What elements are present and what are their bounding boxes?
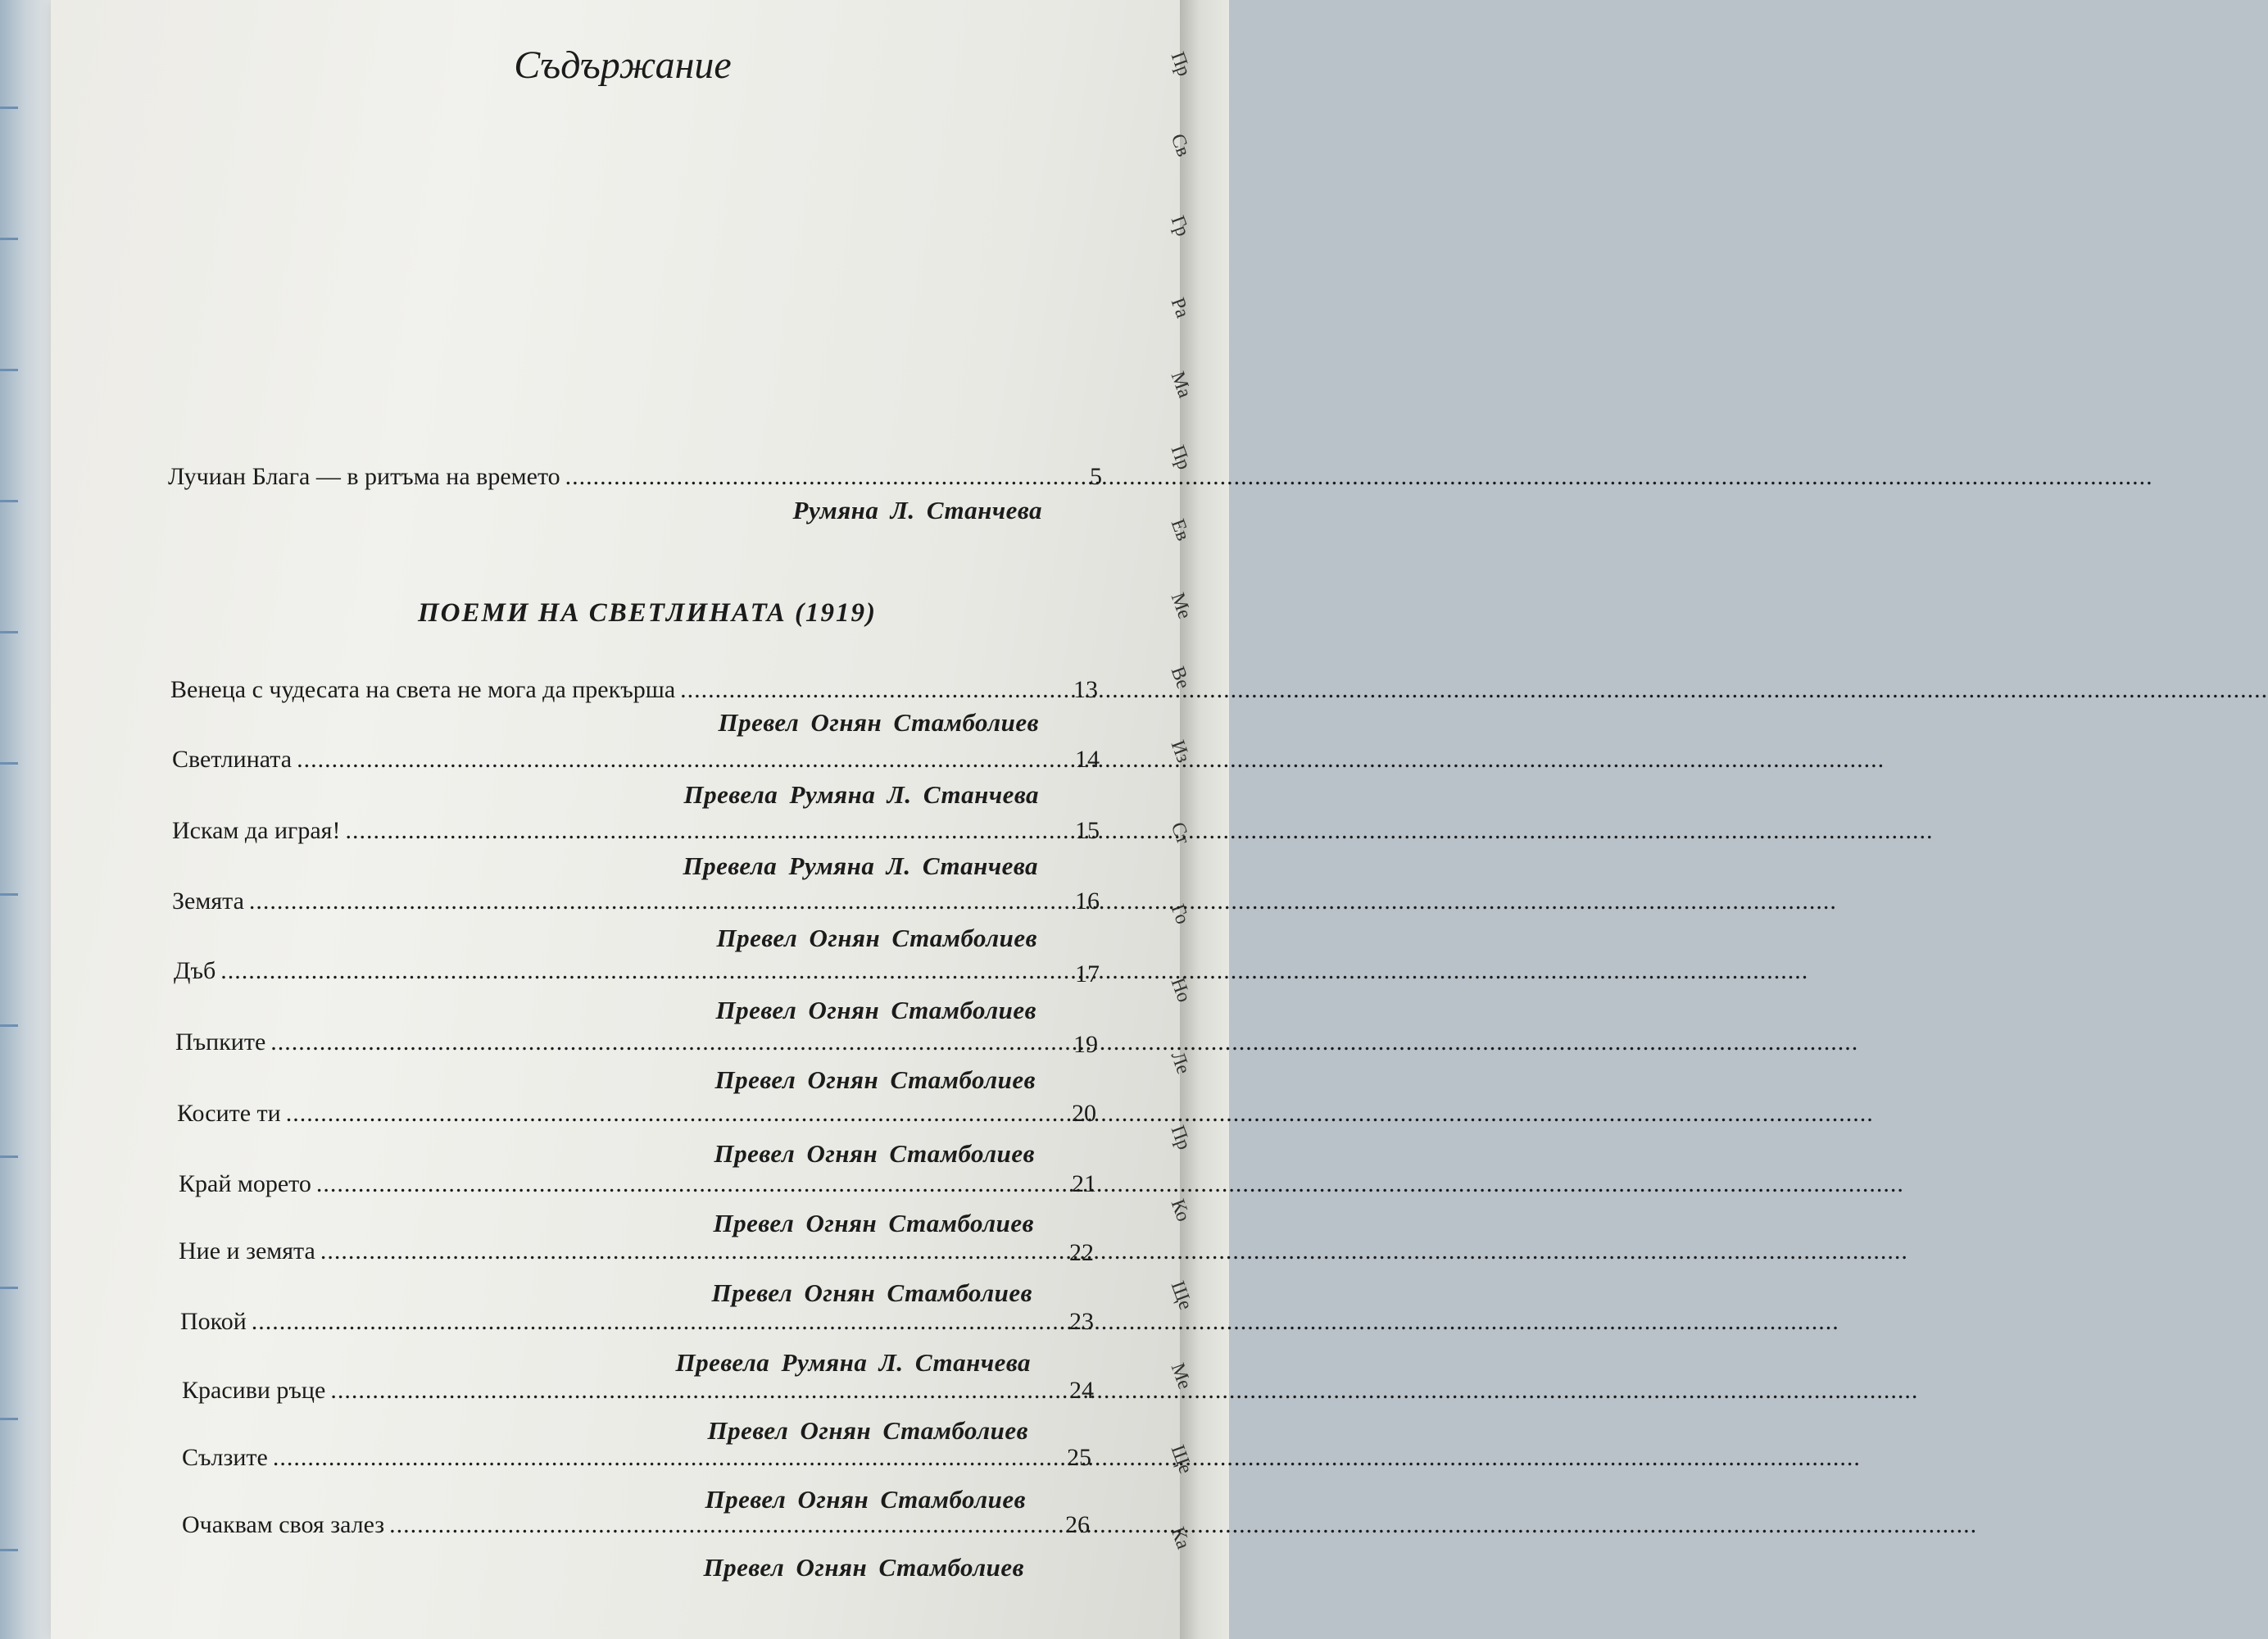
notebook-rule: [0, 500, 18, 502]
toc-entry-title: Край морето: [179, 1170, 311, 1197]
next-page-fragment: Ме: [1166, 590, 1195, 622]
toc-page-number: 20: [1072, 1100, 1096, 1127]
next-page-fragment: Ка: [1166, 1524, 1195, 1552]
toc-translator: Превел Огнян Стамболиев: [707, 1416, 1028, 1445]
toc-entry-title: Искам да играя!: [172, 817, 341, 844]
next-page-fragment: Ве: [1166, 664, 1195, 692]
next-page-fragment: Пр: [1166, 1123, 1195, 1153]
toc-entry: [172, 746, 1039, 774]
page-title: Съдържание: [514, 43, 732, 87]
notebook-rule: [0, 238, 18, 240]
toc-entry-title: Ние и земята: [179, 1237, 315, 1264]
toc-page-number: 23: [1069, 1308, 1094, 1335]
next-page-fragment: Св: [1166, 131, 1195, 160]
toc-entry: [179, 1170, 1035, 1198]
notebook-rule: [0, 1155, 18, 1158]
notebook-rule: [0, 1418, 18, 1420]
leader-dots: [316, 1170, 1904, 1198]
toc-entry: [172, 888, 1039, 915]
toc-page-number: 24: [1069, 1377, 1094, 1404]
toc-page-number: 26: [1065, 1511, 1090, 1538]
toc-translator: Превел Огнян Стамболиев: [711, 1278, 1032, 1307]
toc-entry: [170, 676, 1039, 704]
notebook-rule: [0, 369, 18, 371]
notebook-rule: [0, 107, 18, 109]
leader-dots: [565, 463, 2153, 491]
next-page-fragment: Ще: [1166, 1442, 1196, 1477]
toc-page-number: 19: [1073, 1031, 1098, 1058]
toc-entry: [168, 463, 1045, 491]
next-page-fragment: Ев: [1166, 516, 1194, 544]
toc-entry-title: Венеца с чудесата на света не мога да прекърша: [170, 676, 676, 703]
next-page-fragment: Го: [1166, 901, 1194, 928]
toc-page-number: 5: [1090, 463, 1102, 490]
toc-entry: [179, 1237, 1034, 1265]
notebook-rule: [0, 1549, 18, 1551]
leader-dots: [249, 888, 1837, 915]
toc-translator: Превел Огнян Стамболиев: [714, 1139, 1035, 1168]
next-page-fragment: Ще: [1166, 1278, 1196, 1313]
notebook-rule: [0, 1287, 18, 1289]
next-page-fragment: Ле: [1166, 1049, 1195, 1078]
next-page-fragment: Ко: [1166, 1196, 1195, 1225]
next-page-fragment: Ме: [1166, 1360, 1195, 1392]
toc-entry-title: Дъб: [174, 957, 216, 984]
toc-translator: Превела Румяна Л. Станчева: [683, 780, 1039, 809]
next-page-fragment: Пр: [1166, 49, 1195, 79]
toc-page-number: 16: [1075, 888, 1100, 915]
toc-page-number: 22: [1069, 1239, 1094, 1266]
next-page-fragment: Из: [1166, 738, 1195, 766]
toc-entry-title: Сълзите: [182, 1444, 268, 1471]
toc-entry-title: Очаквам своя залез: [182, 1511, 385, 1538]
toc-translator: Превела Румяна Л. Станчева: [683, 851, 1038, 880]
next-page-fragment: Ма: [1166, 369, 1195, 401]
toc-page-number: 17: [1075, 960, 1100, 987]
toc-page-number: 25: [1067, 1444, 1091, 1471]
next-page-fragment: Ст: [1166, 820, 1194, 847]
toc-translator: Превел Огнян Стамболиев: [714, 1065, 1036, 1094]
toc-entry-title: Земята: [172, 888, 244, 915]
toc-translator: Превел Огнян Стамболиев: [713, 1209, 1034, 1237]
next-page-fragment: Пр: [1166, 443, 1195, 473]
toc-entry: [177, 1100, 1036, 1128]
notebook-rule: [0, 893, 18, 896]
toc-entry: [180, 1308, 1034, 1336]
toc-entry: [175, 1028, 1037, 1056]
toc-translator: Превел Огнян Стамболиев: [718, 708, 1039, 737]
toc-page-number: 15: [1075, 817, 1100, 844]
toc-translator: Превел Огнян Стамболиев: [705, 1485, 1026, 1514]
toc-translator: Превел Огнян Стамболиев: [715, 996, 1036, 1024]
toc-entry-title: Покой: [180, 1308, 247, 1335]
notebook-rule: [0, 631, 18, 633]
leader-dots: [320, 1237, 1908, 1265]
next-page-fragment: Ра: [1166, 295, 1194, 321]
next-page-fragment: Гр: [1166, 213, 1194, 239]
leader-dots: [680, 676, 2268, 704]
next-page-fragment: Но: [1166, 975, 1195, 1006]
toc-entry-title: Пъпките: [175, 1028, 266, 1056]
toc-entry: [182, 1511, 1031, 1539]
leader-dots: [345, 817, 1933, 845]
toc-entry-title: Лучиан Блага — в ритъма на времето: [168, 463, 560, 490]
toc-author: Румяна Л. Станчева: [792, 496, 1042, 524]
toc-page-number: 13: [1073, 676, 1098, 703]
toc-entry: [182, 1444, 1032, 1472]
toc-entry-title: Красиви ръце: [182, 1377, 326, 1404]
leader-dots: [220, 957, 1808, 985]
notebook-rule: [0, 1024, 18, 1027]
leader-dots: [389, 1511, 1977, 1539]
toc-entry-title: Косите ти: [177, 1100, 281, 1127]
section-title: ПОЕМИ НА СВЕТЛИНАТА (1919): [418, 598, 877, 628]
toc-entry-title: Светлината: [172, 746, 293, 773]
toc-translator: Превел Огнян Стамболиев: [703, 1553, 1024, 1582]
toc-entry: [172, 817, 1039, 845]
toc-translator: Превела Румяна Л. Станчева: [675, 1348, 1031, 1377]
toc-entry: [174, 957, 1038, 985]
toc-page-number: 14: [1075, 746, 1100, 773]
toc-entry: [182, 1377, 1034, 1405]
notebook-rule: [0, 762, 18, 765]
toc-page-number: 21: [1072, 1170, 1096, 1197]
toc-translator: Превел Огнян Стамболиев: [716, 924, 1037, 952]
leader-dots: [330, 1377, 1918, 1405]
notebook-edge: [0, 0, 57, 1639]
